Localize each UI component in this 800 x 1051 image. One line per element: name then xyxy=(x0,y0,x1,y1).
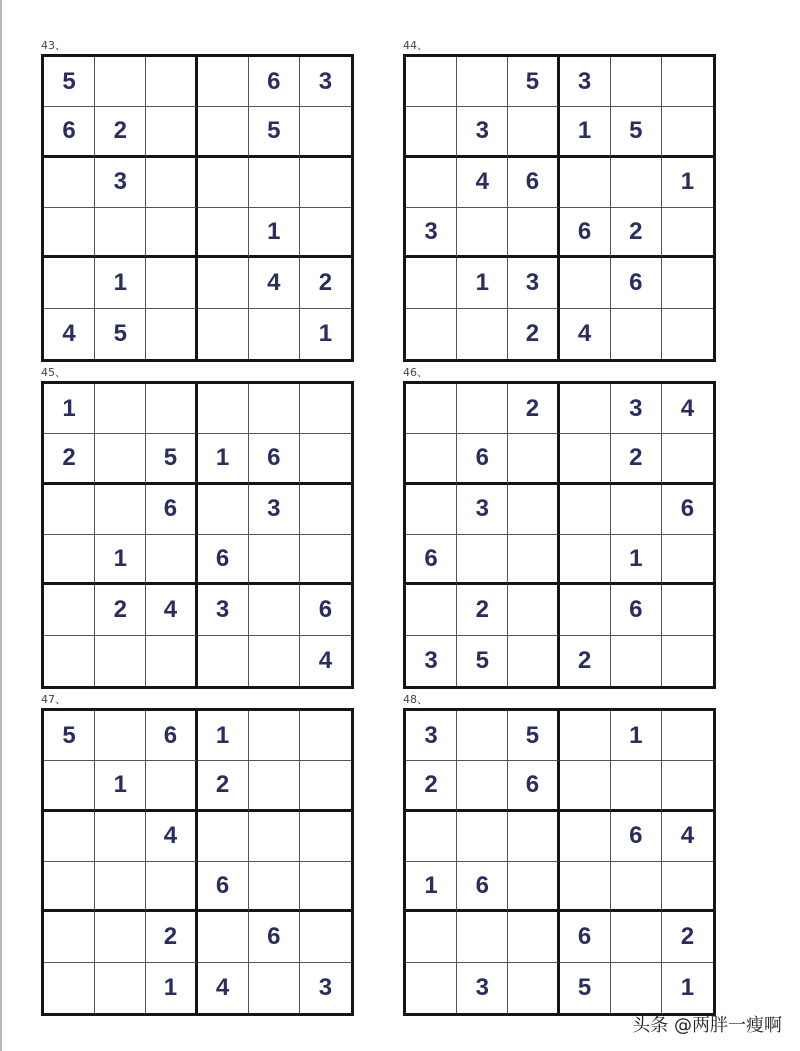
sudoku-cell[interactable] xyxy=(457,208,508,258)
sudoku-cell[interactable]: 4 xyxy=(457,158,508,208)
sudoku-cell[interactable] xyxy=(457,812,508,862)
sudoku-cell[interactable] xyxy=(95,963,146,1013)
sudoku-cell[interactable] xyxy=(560,485,611,535)
sudoku-cell[interactable] xyxy=(146,258,197,308)
sudoku-cell[interactable] xyxy=(44,636,95,686)
sudoku-cell[interactable]: 4 xyxy=(146,812,197,862)
sudoku-cell[interactable] xyxy=(44,485,95,535)
sudoku-cell[interactable] xyxy=(300,711,351,761)
sudoku-cell[interactable]: 6 xyxy=(611,585,662,635)
sudoku-cell[interactable] xyxy=(95,485,146,535)
sudoku-cell[interactable]: 4 xyxy=(146,585,197,635)
sudoku-cell[interactable] xyxy=(249,585,300,635)
sudoku-cell[interactable] xyxy=(95,57,146,107)
sudoku-cell[interactable] xyxy=(611,309,662,359)
sudoku-cell[interactable]: 3 xyxy=(457,485,508,535)
sudoku-cell[interactable]: 5 xyxy=(560,963,611,1013)
sudoku-cell[interactable]: 1 xyxy=(44,384,95,434)
sudoku-cell[interactable] xyxy=(457,535,508,585)
sudoku-cell[interactable]: 1 xyxy=(406,862,457,912)
sudoku-cell[interactable] xyxy=(44,963,95,1013)
sudoku-cell[interactable] xyxy=(198,57,249,107)
sudoku-cell[interactable]: 5 xyxy=(508,711,559,761)
sudoku-cell[interactable] xyxy=(95,711,146,761)
sudoku-cell[interactable] xyxy=(300,107,351,157)
puzzle-label-43: 43、 xyxy=(41,39,66,52)
sudoku-cell[interactable] xyxy=(95,384,146,434)
sudoku-cell[interactable] xyxy=(611,636,662,686)
sudoku-cell[interactable] xyxy=(198,485,249,535)
sudoku-cell[interactable]: 2 xyxy=(611,208,662,258)
sudoku-cell[interactable]: 6 xyxy=(560,208,611,258)
sudoku-cell[interactable]: 6 xyxy=(198,535,249,585)
sudoku-cell[interactable]: 6 xyxy=(457,434,508,484)
sudoku-cell[interactable]: 4 xyxy=(560,309,611,359)
sudoku-cell[interactable]: 6 xyxy=(198,862,249,912)
sudoku-cell[interactable]: 5 xyxy=(95,309,146,359)
sudoku-cell[interactable]: 1 xyxy=(249,208,300,258)
sudoku-cell[interactable]: 3 xyxy=(406,208,457,258)
sudoku-cell[interactable]: 6 xyxy=(662,485,713,535)
sudoku-cell[interactable]: 6 xyxy=(611,258,662,308)
sudoku-cell[interactable] xyxy=(662,434,713,484)
sudoku-grid-48 xyxy=(403,708,716,1016)
sudoku-cell[interactable] xyxy=(406,57,457,107)
sudoku-cell[interactable] xyxy=(406,485,457,535)
sudoku-cell[interactable]: 6 xyxy=(457,862,508,912)
left-border-rule xyxy=(0,0,2,1051)
sudoku-cell[interactable] xyxy=(508,812,559,862)
sudoku-cell[interactable] xyxy=(198,912,249,962)
sudoku-cell[interactable] xyxy=(44,761,95,811)
sudoku-cell[interactable]: 3 xyxy=(406,636,457,686)
sudoku-cell[interactable] xyxy=(508,535,559,585)
sudoku-cell[interactable] xyxy=(249,963,300,1013)
sudoku-cell[interactable] xyxy=(95,862,146,912)
sudoku-cell[interactable] xyxy=(249,158,300,208)
sudoku-cell[interactable]: 6 xyxy=(146,485,197,535)
sudoku-cell[interactable] xyxy=(560,535,611,585)
sudoku-cell[interactable]: 6 xyxy=(44,107,95,157)
watermark-text: 头条 @两胖一瘦啊 xyxy=(632,1015,782,1036)
sudoku-cell[interactable]: 3 xyxy=(318,973,333,1001)
sudoku-cell[interactable] xyxy=(560,711,611,761)
sudoku-cell[interactable] xyxy=(406,309,457,359)
sudoku-cell[interactable]: 3 xyxy=(560,57,611,107)
sudoku-cell[interactable]: 4 xyxy=(249,258,300,308)
sudoku-cell[interactable]: 2 xyxy=(146,912,197,962)
sudoku-cell[interactable] xyxy=(44,862,95,912)
sudoku-cell[interactable] xyxy=(406,384,457,434)
sudoku-cell[interactable]: 3 xyxy=(508,258,559,308)
sudoku-cell[interactable] xyxy=(95,208,146,258)
sudoku-cell[interactable]: 3 xyxy=(249,485,300,535)
sudoku-cell[interactable] xyxy=(662,761,713,811)
sudoku-grid-44 xyxy=(403,54,716,362)
sudoku-cell[interactable] xyxy=(406,963,457,1013)
sudoku-cell[interactable] xyxy=(146,384,197,434)
sudoku-cell[interactable] xyxy=(44,258,95,308)
sudoku-cell[interactable]: 4 xyxy=(662,812,713,862)
sudoku-cell[interactable] xyxy=(146,57,197,107)
sudoku-cell[interactable]: 4 xyxy=(198,963,249,1013)
sudoku-cell[interactable] xyxy=(611,485,662,535)
sudoku-cell[interactable] xyxy=(560,158,611,208)
sudoku-cell[interactable] xyxy=(611,158,662,208)
puzzle-label-44: 44、 xyxy=(403,39,428,52)
sudoku-cell[interactable] xyxy=(560,258,611,308)
sudoku-cell[interactable]: 2 xyxy=(95,585,146,635)
sudoku-cell[interactable]: 4 xyxy=(662,384,713,434)
sudoku-cell[interactable]: 1 xyxy=(318,319,333,347)
sudoku-cell[interactable] xyxy=(662,57,713,107)
sudoku-cell[interactable]: 2 xyxy=(662,912,713,962)
sudoku-cell[interactable] xyxy=(611,862,662,912)
sudoku-cell[interactable] xyxy=(146,636,197,686)
sudoku-cell[interactable] xyxy=(249,384,300,434)
sudoku-cell[interactable] xyxy=(44,535,95,585)
sudoku-cell[interactable] xyxy=(508,963,559,1013)
sudoku-cell[interactable] xyxy=(300,761,351,811)
sudoku-cell[interactable]: 5 xyxy=(249,107,300,157)
sudoku-cell[interactable]: 6 xyxy=(508,761,559,811)
sudoku-cell[interactable] xyxy=(146,158,197,208)
sudoku-cell[interactable] xyxy=(457,761,508,811)
sudoku-cell[interactable] xyxy=(249,535,300,585)
sudoku-cell[interactable]: 1 xyxy=(457,258,508,308)
sudoku-cell[interactable]: 1 xyxy=(198,434,249,484)
sudoku-cell[interactable] xyxy=(198,384,249,434)
sudoku-cell[interactable] xyxy=(95,636,146,686)
sudoku-cell[interactable] xyxy=(662,585,713,635)
sudoku-cell[interactable]: 2 xyxy=(560,636,611,686)
sudoku-cell[interactable]: 6 xyxy=(406,535,457,585)
sudoku-cell[interactable] xyxy=(457,384,508,434)
sudoku-cell[interactable] xyxy=(249,711,300,761)
sudoku-cell[interactable] xyxy=(95,434,146,484)
sudoku-cell[interactable] xyxy=(249,761,300,811)
sudoku-cell[interactable] xyxy=(662,636,713,686)
sudoku-cell[interactable] xyxy=(198,309,249,359)
sudoku-cell[interactable] xyxy=(300,434,351,484)
sudoku-cell[interactable]: 1 xyxy=(95,535,146,585)
sudoku-cell[interactable] xyxy=(508,434,559,484)
sudoku-cell[interactable] xyxy=(560,585,611,635)
sudoku-cell[interactable]: 1 xyxy=(198,711,249,761)
sudoku-cell[interactable] xyxy=(146,535,197,585)
sudoku-cell[interactable]: 6 xyxy=(300,585,351,635)
sudoku-cell[interactable]: 3 xyxy=(300,57,351,107)
sudoku-cell[interactable] xyxy=(300,208,351,258)
sudoku-cell[interactable] xyxy=(611,57,662,107)
sudoku-cell[interactable]: 6 xyxy=(508,158,559,208)
sudoku-cell[interactable]: 6 xyxy=(249,57,300,107)
sudoku-cell[interactable]: 3 xyxy=(457,963,508,1013)
sudoku-grid-43 xyxy=(41,54,354,362)
sudoku-cell[interactable]: 2 xyxy=(508,384,559,434)
sudoku-cell[interactable] xyxy=(300,535,351,585)
sudoku-cell[interactable] xyxy=(611,963,662,1013)
sudoku-cell[interactable] xyxy=(249,812,300,862)
sudoku-cell[interactable] xyxy=(406,434,457,484)
sudoku-cell[interactable] xyxy=(44,585,95,635)
sudoku-cell[interactable] xyxy=(406,585,457,635)
sudoku-cell[interactable] xyxy=(560,761,611,811)
sudoku-cell[interactable] xyxy=(406,107,457,157)
sudoku-cell[interactable]: 2 xyxy=(198,761,249,811)
sudoku-cell[interactable] xyxy=(508,862,559,912)
sudoku-cell[interactable] xyxy=(95,812,146,862)
sudoku-cell[interactable]: 1 xyxy=(611,535,662,585)
sudoku-cell[interactable] xyxy=(611,761,662,811)
sudoku-cell[interactable] xyxy=(146,309,197,359)
sudoku-cell[interactable] xyxy=(146,107,197,157)
sudoku-cell[interactable] xyxy=(300,158,351,208)
sudoku-grid-47 xyxy=(41,708,354,1016)
sudoku-cell[interactable]: 6 xyxy=(249,912,300,962)
sudoku-cell[interactable]: 5 xyxy=(44,57,95,107)
sudoku-cell[interactable]: 1 xyxy=(611,711,662,761)
sudoku-cell[interactable]: 4 xyxy=(318,646,333,674)
sudoku-cell[interactable] xyxy=(508,636,559,686)
sudoku-cell[interactable]: 3 xyxy=(457,107,508,157)
sudoku-cell[interactable] xyxy=(146,862,197,912)
sudoku-cell[interactable]: 5 xyxy=(611,107,662,157)
sudoku-cell[interactable]: 3 xyxy=(95,158,146,208)
sudoku-cell[interactable]: 1 xyxy=(680,973,695,1001)
sudoku-cell[interactable]: 2 xyxy=(95,107,146,157)
sudoku-grid-46 xyxy=(403,381,716,689)
sudoku-cell[interactable] xyxy=(662,258,713,308)
sudoku-cell[interactable] xyxy=(662,711,713,761)
sudoku-cell[interactable] xyxy=(611,912,662,962)
sudoku-cell[interactable] xyxy=(95,912,146,962)
sudoku-cell[interactable] xyxy=(249,636,300,686)
sudoku-cell[interactable] xyxy=(198,812,249,862)
sudoku-cell[interactable] xyxy=(560,434,611,484)
sudoku-cell[interactable]: 1 xyxy=(95,258,146,308)
sudoku-cell[interactable]: 1 xyxy=(95,761,146,811)
sudoku-cell[interactable] xyxy=(406,258,457,308)
sudoku-cell[interactable] xyxy=(457,912,508,962)
sudoku-cell[interactable] xyxy=(146,761,197,811)
sudoku-cell[interactable] xyxy=(44,812,95,862)
sudoku-cell[interactable]: 6 xyxy=(249,434,300,484)
sudoku-cell[interactable]: 1 xyxy=(662,158,713,208)
sudoku-cell[interactable]: 2 xyxy=(44,434,95,484)
sudoku-cell[interactable]: 2 xyxy=(508,309,559,359)
sudoku-cell[interactable] xyxy=(300,384,351,434)
sudoku-cell[interactable] xyxy=(300,485,351,535)
sudoku-cell[interactable]: 4 xyxy=(44,309,95,359)
sudoku-cell[interactable] xyxy=(406,912,457,962)
sudoku-cell[interactable]: 5 xyxy=(146,434,197,484)
sudoku-cell[interactable] xyxy=(406,812,457,862)
sudoku-cell[interactable] xyxy=(662,107,713,157)
sudoku-cell[interactable]: 5 xyxy=(457,636,508,686)
sudoku-grid-45 xyxy=(41,381,354,689)
sudoku-cell[interactable] xyxy=(198,636,249,686)
sudoku-cell[interactable] xyxy=(457,309,508,359)
sudoku-cell[interactable] xyxy=(44,208,95,258)
puzzle-label-45: 45、 xyxy=(41,366,66,379)
sudoku-cell[interactable] xyxy=(560,384,611,434)
puzzle-label-47: 47、 xyxy=(41,693,66,706)
sudoku-cell[interactable] xyxy=(662,862,713,912)
sudoku-cell[interactable] xyxy=(457,711,508,761)
sudoku-cell[interactable] xyxy=(249,862,300,912)
sudoku-cell[interactable]: 6 xyxy=(560,912,611,962)
sudoku-cell[interactable]: 6 xyxy=(146,711,197,761)
sudoku-cell[interactable]: 1 xyxy=(146,963,197,1013)
sudoku-cell[interactable] xyxy=(508,107,559,157)
sudoku-cell[interactable] xyxy=(44,912,95,962)
sudoku-cell[interactable] xyxy=(406,158,457,208)
sudoku-cell[interactable]: 6 xyxy=(611,812,662,862)
sudoku-cell[interactable] xyxy=(198,208,249,258)
sudoku-cell[interactable] xyxy=(300,862,351,912)
sudoku-cell[interactable] xyxy=(508,912,559,962)
sudoku-cell[interactable]: 3 xyxy=(406,711,457,761)
sudoku-cell[interactable] xyxy=(508,485,559,535)
sudoku-cell[interactable] xyxy=(662,535,713,585)
sudoku-cell[interactable]: 3 xyxy=(611,384,662,434)
sudoku-cell[interactable]: 2 xyxy=(457,585,508,635)
sudoku-cell[interactable] xyxy=(146,208,197,258)
sudoku-cell[interactable] xyxy=(508,208,559,258)
sudoku-cell[interactable] xyxy=(198,107,249,157)
sudoku-cell[interactable] xyxy=(198,258,249,308)
sudoku-cell[interactable] xyxy=(44,158,95,208)
sudoku-cell[interactable] xyxy=(249,309,300,359)
sudoku-cell[interactable] xyxy=(662,309,713,359)
sudoku-cell[interactable] xyxy=(198,158,249,208)
sudoku-cell[interactable] xyxy=(300,912,351,962)
sudoku-cell[interactable] xyxy=(457,57,508,107)
sudoku-cell[interactable]: 5 xyxy=(508,57,559,107)
sudoku-cell[interactable]: 1 xyxy=(560,107,611,157)
sudoku-cell[interactable] xyxy=(560,812,611,862)
sudoku-cell[interactable] xyxy=(662,208,713,258)
sudoku-cell[interactable]: 2 xyxy=(406,761,457,811)
sudoku-cell[interactable]: 5 xyxy=(44,711,95,761)
puzzle-label-46: 46、 xyxy=(403,366,428,379)
sudoku-cell[interactable] xyxy=(300,812,351,862)
sudoku-cell[interactable] xyxy=(560,862,611,912)
sudoku-cell[interactable]: 2 xyxy=(611,434,662,484)
puzzle-label-48: 48、 xyxy=(403,693,428,706)
sudoku-cell[interactable]: 3 xyxy=(198,585,249,635)
sudoku-cell[interactable]: 2 xyxy=(300,258,351,308)
sudoku-cell[interactable] xyxy=(508,585,559,635)
